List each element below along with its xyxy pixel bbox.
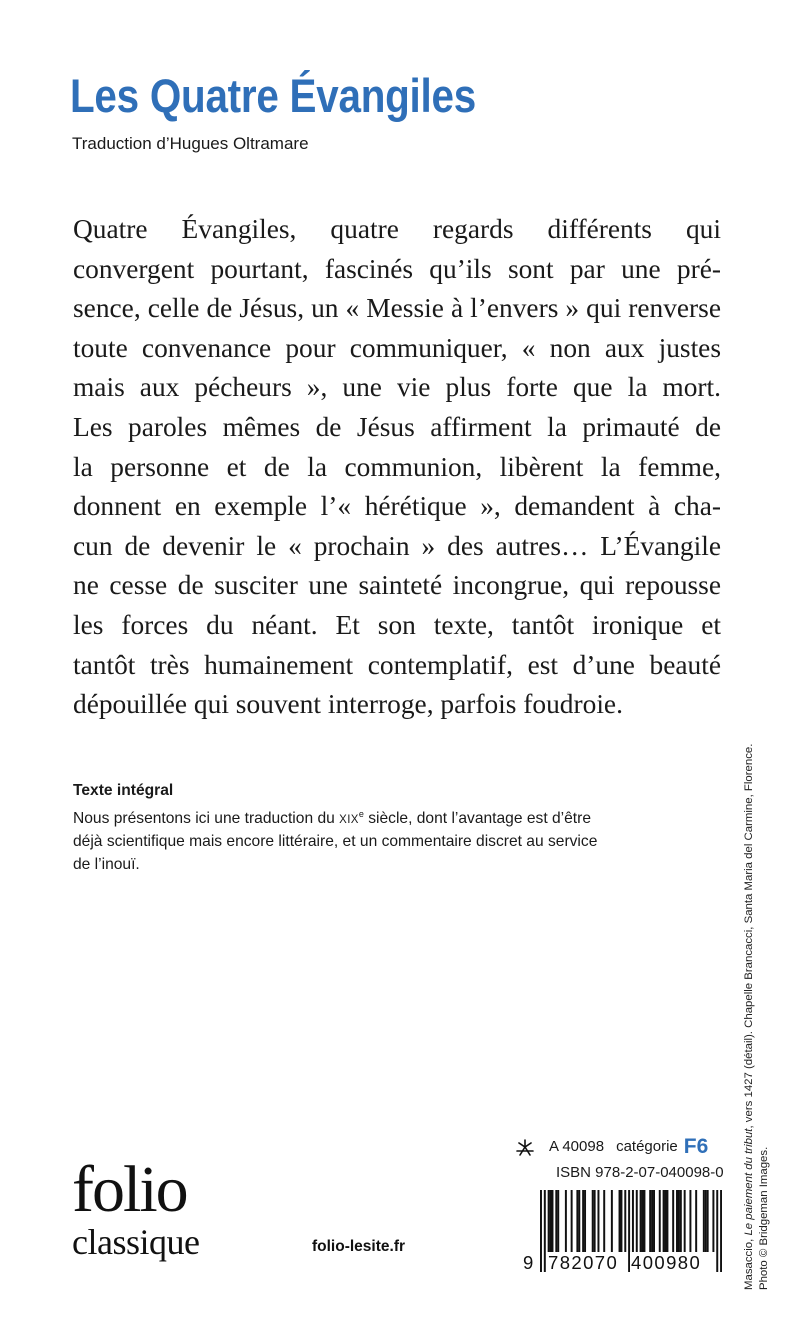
translator-credit: Traduction d’Hugues Oltramare: [72, 134, 309, 153]
barcode-bar: [582, 1190, 584, 1252]
category-label: catégorie: [616, 1138, 678, 1155]
barcode-bar: [584, 1190, 586, 1252]
folio-classique-logo: [72, 1153, 200, 1262]
barcode-bar: [551, 1190, 553, 1252]
barcode-bar: [653, 1190, 655, 1252]
blurb-line: Les paroles mêmes de Jésus affirment la primauté de: [73, 411, 721, 442]
barcode-bar: [676, 1190, 678, 1252]
credit-text: Masaccio,: [743, 1235, 755, 1290]
barcode-left-digits: 782070: [548, 1252, 619, 1273]
barcode-bar: [663, 1190, 665, 1252]
blurb-line: convergent pourtant, fascinés qu’ils sont par une pré-: [73, 253, 721, 284]
barcode-bar: [565, 1190, 567, 1252]
edition-note: [73, 780, 723, 876]
century-numeral: XIX: [339, 813, 359, 826]
edition-note-heading: Texte intégral: [73, 782, 174, 799]
barcode-bar: [659, 1190, 661, 1252]
barcode-bar: [576, 1190, 578, 1252]
gallimard-monogram-icon: [515, 1139, 535, 1157]
barcode-bar: [624, 1190, 626, 1252]
blurb-line: cun de devenir le « prochain » des autres… L’Évangile: [73, 530, 721, 561]
barcode-bar: [548, 1190, 550, 1252]
barcode-bar: [571, 1190, 573, 1252]
blurb-line: la personne et de la communion, libèrent la femme,: [73, 451, 721, 482]
barcode-bar: [592, 1190, 594, 1252]
barcode-bar: [649, 1190, 651, 1252]
website-link[interactable]: folio-lesite.fr: [312, 1238, 406, 1255]
barcode-bar: [712, 1190, 714, 1252]
barcode-bar: [705, 1190, 707, 1252]
barcode-bar: [684, 1190, 686, 1252]
barcode-bar: [651, 1190, 653, 1252]
barcode-bar: [611, 1190, 613, 1252]
image-credit: [742, 650, 771, 1290]
credit-text: , vers 1427 (détail). Chapelle Brancacci, Santa Maria del Carmine, Florence.: [743, 743, 755, 1129]
barcode-bar: [603, 1190, 605, 1252]
edition-note-line: déjà scientifique mais encore littéraire, et un commentaire discret au service: [73, 833, 598, 850]
photo-credit-line: Photo © Bridgeman Images.: [757, 1146, 770, 1290]
category-grade: F6: [683, 1135, 709, 1158]
barcode-bar: [636, 1190, 638, 1252]
barcode-bar: [557, 1190, 559, 1252]
blurb-line: donnent en exemple l’« hérétique », demandent à cha-: [73, 491, 721, 522]
barcode-first-digit: 9: [523, 1252, 534, 1273]
barcode-bar: [597, 1190, 599, 1252]
barcode-bar: [642, 1190, 644, 1252]
barcode-bar: [578, 1190, 580, 1252]
blurb-line: toute convenance pour communiquer, « non aux justes: [73, 332, 721, 363]
barcode-bar: [555, 1190, 557, 1252]
barcode-bar: [695, 1190, 697, 1252]
barcode-bar: [550, 1190, 552, 1252]
blurb-line: sence, celle de Jésus, un « Messie à l’envers » qui renverse: [73, 293, 721, 324]
logo-classique-word: classique: [72, 1222, 200, 1262]
barcode-bar: [619, 1190, 621, 1252]
barcode-bar: [707, 1190, 709, 1252]
edition-note-text: siècle, dont l’avantage est d’être: [363, 809, 592, 827]
back-cover-blurb: [73, 210, 721, 725]
blurb-line: dépouillée qui souvent interroge, parfois foudroie.: [73, 689, 623, 720]
barcode-bar: [678, 1190, 680, 1252]
image-credit-line: [742, 650, 757, 1290]
edition-note-text: Nous présentons ici une traduction du: [73, 809, 340, 827]
catalog-number: A 40098: [549, 1138, 605, 1155]
barcode-bar: [640, 1190, 642, 1252]
barcode-bar: [643, 1190, 645, 1252]
artwork-title: Le paiement du tribut: [743, 1128, 755, 1236]
blurb-line: ne cesse de susciter une sainteté incongrue, qui repousse: [73, 570, 721, 601]
blurb-line: tantôt très humainement contemplatif, est d’une beauté: [73, 649, 721, 680]
isbn: ISBN 978-2-07-040098-0: [556, 1164, 724, 1181]
book-title: Les Quatre Évangiles: [70, 69, 476, 122]
logo-folio-word: folio: [72, 1153, 187, 1226]
catalog-code-row: [515, 1137, 708, 1157]
barcode-bar: [680, 1190, 682, 1252]
barcode-right-digits: 400980: [631, 1252, 702, 1273]
edition-note-line: [73, 803, 723, 832]
century-superscript: e: [358, 808, 364, 819]
barcode-bar: [689, 1190, 691, 1252]
barcode-bar: [666, 1190, 668, 1252]
barcode-bar: [703, 1190, 705, 1252]
barcode-bar: [665, 1190, 667, 1252]
edition-note-line: de l’inouï.: [73, 855, 140, 873]
barcode-digits: [522, 1252, 722, 1276]
barcode-bar: [594, 1190, 596, 1252]
barcode-bar: [620, 1190, 622, 1252]
barcode-bar: [672, 1190, 674, 1252]
blurb-line: Quatre Évangiles, quatre regards différents qui: [73, 214, 721, 244]
blurb-line: les forces du néant. Et son texte, tantôt ironique et: [73, 609, 721, 640]
blurb-line: mais aux pécheurs », une vie plus forte que la mort.: [73, 372, 721, 403]
